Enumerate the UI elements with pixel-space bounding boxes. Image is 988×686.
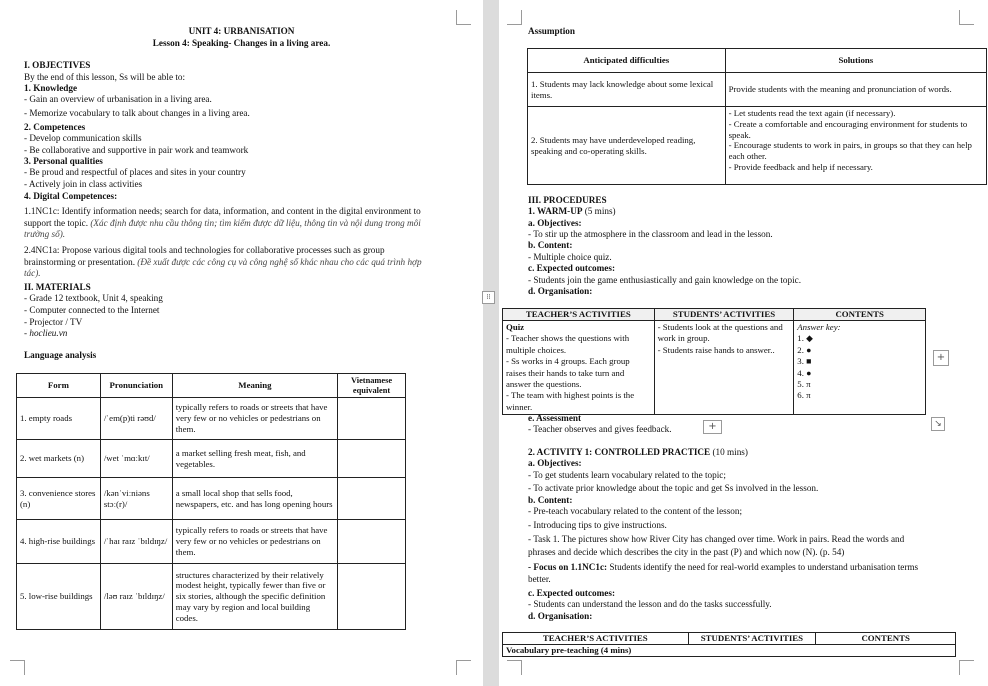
column-header: Meaning: [172, 374, 337, 398]
student-step: - Students raise hands to answer..: [657, 344, 775, 355]
assessment-item: - Teacher observes and gives feedback.: [528, 424, 672, 434]
column-header: Solutions: [725, 49, 986, 73]
crop-mark: [456, 660, 471, 675]
table-header-row: [503, 309, 926, 321]
column-header: Pronunciation: [100, 374, 172, 398]
warmup-outcome: - Students join the game enthusiastically and gain knowledge on the topic.: [528, 275, 802, 285]
vietnamese-cell[interactable]: [338, 440, 406, 478]
materials-heading: II. MATERIALS: [24, 282, 91, 292]
content-label: b. Content:: [528, 495, 573, 505]
add-row-icon[interactable]: +: [703, 420, 722, 434]
digital-competence-1: 1.1NC1c: Identify information needs; search for data, information, and content in the digital environment to: [24, 206, 421, 216]
organisation-label: d. Organisation:: [528, 286, 593, 296]
crop-mark: [10, 660, 25, 675]
solution-cell: [725, 107, 986, 185]
activity1-line: [528, 447, 748, 458]
difficulty-cell: 2. Students may have underdeveloped reading, speaking and co-operating skills.: [528, 107, 726, 185]
activity1-time: (10 mins): [712, 447, 748, 457]
competences-item: - Be collaborative and supportive in pair work and teamwork: [24, 145, 249, 155]
table-header-row: [17, 374, 406, 398]
table-row: [17, 520, 406, 564]
column-header: Vietnamese equivalent: [338, 374, 406, 398]
solution-item: - Let students read the text again (if necessary).: [728, 108, 896, 118]
focus-text: Students identify the need for real-world examples to understand urbanisation terms: [609, 562, 919, 572]
warmup-activities-table: [502, 308, 926, 415]
activity1-outcome: - Students can understand the lesson and do the tasks successfully.: [528, 599, 772, 609]
meaning-cell: typically refers to roads or streets that have very few or no vehicles or pedestrians on them.: [172, 398, 337, 440]
crop-mark: [456, 10, 471, 25]
table-row: [17, 564, 406, 630]
resize-icon[interactable]: ↘: [931, 417, 945, 431]
crop-mark: [959, 660, 974, 675]
activity1-table: [502, 632, 956, 657]
move-handle-icon[interactable]: ⁞⁞: [482, 291, 495, 304]
digital-competence-2-line2: [24, 257, 422, 268]
activity1-task-cont: phrases and decide which describes the city in the past (P) and which now (N). (p. 54): [528, 547, 845, 557]
column-header: STUDENTS’ ACTIVITIES: [688, 633, 816, 645]
column-header: CONTENTS: [816, 633, 956, 645]
digital-competence-1-line2: [24, 218, 421, 229]
answer-key-item: 2. ●: [797, 344, 812, 355]
column-header: Anticipated difficulties: [528, 49, 726, 73]
answer-key-item: 1. ◆: [797, 333, 813, 344]
materials-item: - Projector / TV: [24, 317, 83, 327]
pronunciation-cell: /wet ˈmɑːkɪt/: [100, 440, 172, 478]
competences-heading: 2. Competences: [24, 122, 86, 132]
solution-item: - Create a comfortable and encouraging environment for students to speak.: [728, 118, 968, 140]
outcomes-label: c. Expected outcomes:: [528, 263, 616, 273]
pronunciation-cell: /kənˈviːniəns stɔː(r)/: [100, 478, 172, 520]
form-cell: 2. wet markets (n): [17, 440, 101, 478]
digital-competence-1-vi-cont: trường số).: [24, 229, 66, 239]
objectives-heading: I. OBJECTIVES: [24, 60, 91, 70]
competences-item: - Develop communication skills: [24, 133, 142, 143]
table-row: [503, 645, 956, 657]
meaning-cell: typically refers to roads or streets that have very few or no vehicles or pedestrians on them.: [172, 520, 337, 564]
language-analysis-heading: Language analysis: [24, 350, 97, 360]
pronunciation-cell: /ˈem(p)ti rəʊd/: [100, 398, 172, 440]
meaning-cell: a market selling fresh meat, fish, and vegetables.: [172, 440, 337, 478]
column-header: TEACHER’S ACTIVITIES: [503, 633, 689, 645]
teacher-step: - Teacher shows the questions with multiple choices.: [506, 333, 630, 355]
form-cell: 5. low-rise buildings: [17, 564, 101, 630]
pronunciation-cell: /ˈhaɪ raɪz ˈbɪldɪŋz/: [100, 520, 172, 564]
procedures-heading: III. PROCEDURES: [528, 195, 607, 205]
quiz-label: Quiz: [506, 322, 525, 332]
materials-item: - Grade 12 textbook, Unit 4, speaking: [24, 293, 163, 303]
outcomes-label: c. Expected outcomes:: [528, 588, 616, 598]
digital-competence-2-en: brainstorming or presentation.: [24, 257, 135, 267]
digital-competence-1-vi: (Xác định được nhu cầu thông tin; tìm kiếm được dữ liệu, thông tin và nội dung trong môi: [90, 218, 421, 228]
form-cell: 1. empty roads: [17, 398, 101, 440]
digital-competence-2-vi-cont: tác).: [24, 268, 41, 278]
assessment-label: e. Assessment: [528, 413, 582, 423]
solution-item: - Provide feedback and help if necessary.: [728, 161, 873, 172]
focus-line: [528, 562, 918, 573]
language-analysis-table: [16, 373, 406, 630]
column-header: CONTENTS: [794, 309, 926, 321]
vietnamese-cell[interactable]: [338, 398, 406, 440]
digital-heading: 4. Digital Competences:: [24, 191, 118, 201]
personal-heading: 3. Personal qualities: [24, 156, 103, 166]
table-row: [17, 398, 406, 440]
document-page-2: [499, 0, 988, 686]
form-cell: 3. convenience stores (n): [17, 478, 101, 520]
unit-title: UNIT 4: URBANISATION: [188, 26, 295, 36]
column-header: Form: [17, 374, 101, 398]
difficulty-cell: 1. Students may lack knowledge about some lexical items.: [528, 73, 726, 107]
knowledge-heading: 1. Knowledge: [24, 83, 78, 93]
assumption-table: [527, 48, 987, 185]
digital-competence-2: 2.4NC1a: Propose various digital tools and technologies for collaborative processes such as group: [24, 245, 385, 255]
answer-key-label: Answer key:: [797, 322, 841, 332]
pronunciation-cell: /ləʊ raɪz ˈbɪldɪŋz/: [100, 564, 172, 630]
student-step: - Students look at the questions and work in group.: [657, 322, 783, 344]
objectives-label: a. Objectives:: [528, 458, 582, 468]
activity1-content: - Pre-teach vocabulary related to the content of the lesson;: [528, 506, 743, 516]
answer-key-item: 5. π: [797, 379, 811, 390]
teacher-step: - Ss works in 4 groups. Each group raises their hands to take turn and answer the questions.: [506, 356, 630, 390]
meaning-cell: structures characterized by their relatively modest height, typically fewer than five or six stories, although the specific definition may vary by region and local building codes.: [172, 564, 337, 630]
knowledge-item: - Memorize vocabulary to talk about changes in a living area.: [24, 108, 250, 118]
solution-cell: Provide students with the meaning and pronunciation of words.: [725, 73, 986, 107]
teacher-step: - The team with highest points is the winner.: [506, 390, 635, 412]
table-header-row: [503, 633, 956, 645]
focus-text-cont: better.: [528, 574, 551, 584]
activity1-objective: - To get students learn vocabulary related to the topic;: [528, 470, 726, 480]
form-cell: 4. high-rise buildings: [17, 520, 101, 564]
answer-key-item: 4. ●: [797, 367, 812, 378]
add-column-icon[interactable]: +: [933, 350, 949, 366]
activity1-task: - Task 1. The pictures show how River City has changed over time. Work in pairs. Read the words and: [528, 534, 905, 544]
crop-mark: [507, 10, 522, 25]
solution-item: - Encourage students to work in pairs, in groups so that they can help each other.: [728, 140, 972, 162]
answer-key-item: 6. π: [797, 390, 811, 401]
personal-item: - Be proud and respectful of places and sites in your country: [24, 167, 246, 177]
objectives-intro: By the end of this lesson, Ss will be able to:: [24, 72, 186, 82]
activity1-content: - Introducing tips to give instructions.: [528, 520, 667, 530]
materials-item: - hoclieu.vn: [24, 328, 68, 338]
knowledge-item: - Gain an overview of urbanisation in a living area.: [24, 94, 212, 104]
table-row: [528, 73, 987, 107]
focus-label: - Focus on 1.1NC1c:: [528, 562, 608, 572]
student-activities-cell: [654, 321, 794, 415]
activity1-heading: 2. ACTIVITY 1: CONTROLLED PRACTICE: [528, 447, 711, 457]
table-row: [503, 321, 926, 415]
assumption-heading: Assumption: [528, 26, 575, 36]
warmup-content: - Multiple choice quiz.: [528, 252, 612, 262]
teacher-activities-cell: [503, 321, 655, 415]
vocab-pre-teaching-row: Vocabulary pre-teaching (4 mins): [503, 645, 956, 657]
vietnamese-cell[interactable]: [338, 478, 406, 520]
page-separator: [483, 0, 499, 686]
column-header: TEACHER’S ACTIVITIES: [503, 309, 655, 321]
contents-cell: [794, 321, 926, 415]
document-page-1: [0, 0, 483, 686]
organisation-label: d. Organisation:: [528, 611, 593, 621]
column-header: STUDENTS’ ACTIVITIES: [654, 309, 794, 321]
crop-mark: [507, 660, 522, 675]
warmup-objective: - To stir up the atmosphere in the classroom and lead in the lesson.: [528, 229, 773, 239]
warmup-line: [528, 206, 616, 217]
objectives-label: a. Objectives:: [528, 218, 582, 228]
personal-item: - Actively join in class activities: [24, 179, 143, 189]
lesson-title: Lesson 4: Speaking- Changes in a living area.: [152, 38, 331, 48]
materials-item: - Computer connected to the Internet: [24, 305, 160, 315]
digital-competence-2-vi: (Đề xuất được các công cụ và công nghệ số khác nhau cho các quá trình hợp: [137, 257, 422, 267]
table-header-row: [528, 49, 987, 73]
meaning-cell: a small local shop that sells food, newspapers, etc. and has long opening hours: [172, 478, 337, 520]
warmup-time: (5 mins): [584, 206, 616, 216]
table-row: [17, 440, 406, 478]
vietnamese-cell[interactable]: [338, 520, 406, 564]
vietnamese-cell[interactable]: [338, 564, 406, 630]
digital-competence-1-en: support the topic.: [24, 218, 89, 228]
table-row: [528, 107, 987, 185]
activity1-objective: - To activate prior knowledge about the topic and get Ss involved in the lesson.: [528, 483, 819, 493]
warmup-heading: 1. WARM-UP: [528, 206, 583, 216]
table-row: [17, 478, 406, 520]
crop-mark: [959, 10, 974, 25]
content-label: b. Content:: [528, 240, 573, 250]
answer-key-item: 3. ■: [797, 356, 812, 367]
